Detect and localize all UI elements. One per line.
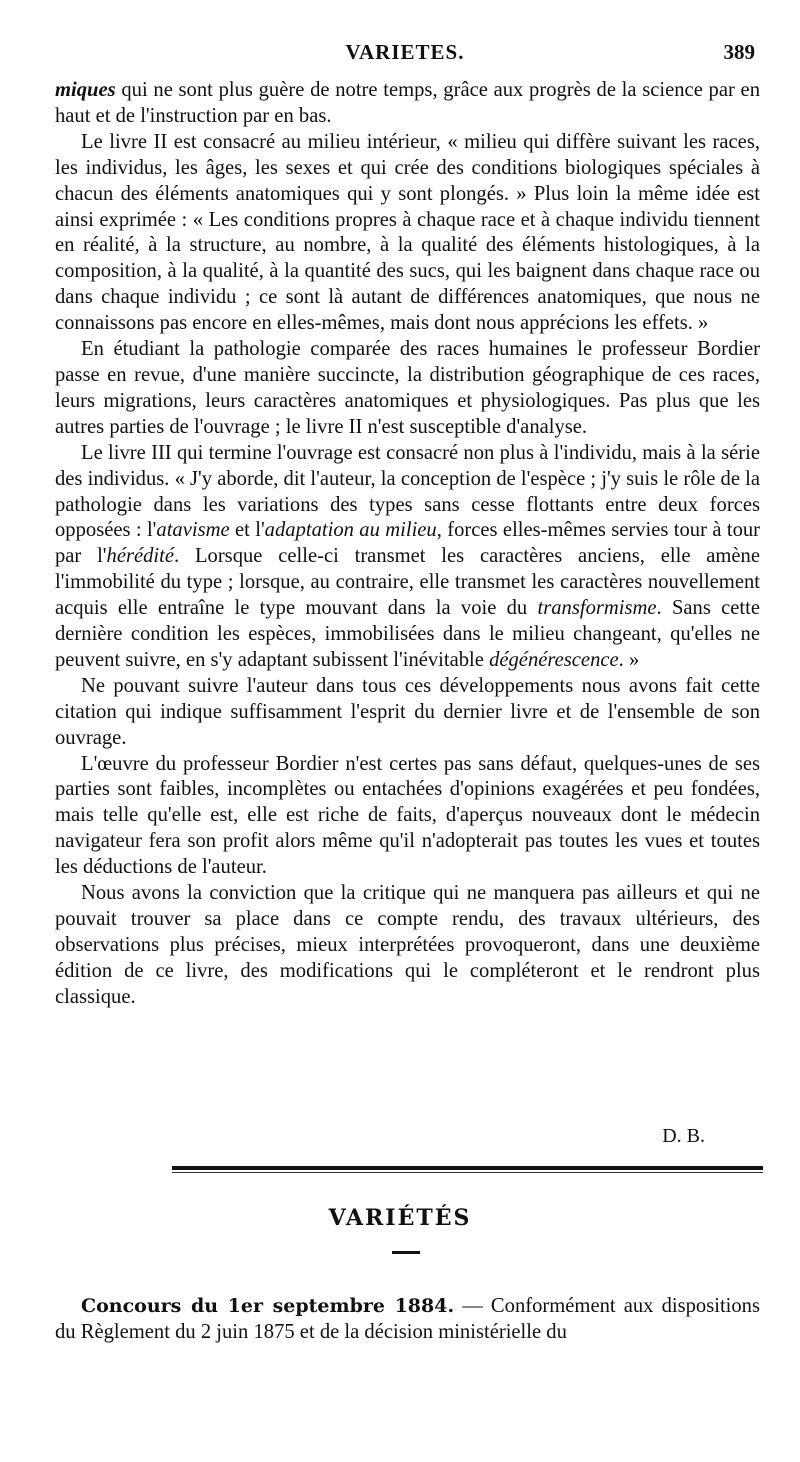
paragraph-text: , forces elles-mêmes servies tour à tour par l' [55,519,761,568]
paragraph [55,1293,760,1345]
paragraph-text: . » [618,648,640,671]
page-number: 389 [723,40,755,64]
section-body [55,1293,760,1345]
running-head: VARIETES. [345,40,465,64]
section-divider-thin [172,1172,763,1173]
emphasis: transformisme [537,597,657,620]
page-header [55,40,755,70]
paragraph-text: qui ne sont plus guère de notre temps, grâce aux progrès de la science par en haut et de l'instruction par en bas. [55,79,760,127]
section-divider [172,1166,763,1170]
section-lead: Concours du 1er septembre 1884. [81,1295,455,1317]
paragraph-text: et l' [229,519,265,542]
paragraph: En étudiant la pathologie comparée des races humaines le professeur Bordier passe en revue, d'une manière succincte, la distribution géographique de ces races, leurs migrations, leurs caractères anatomiques et physiologiques. Pas plus que les autres parties de l'ouvrage ; le livre II n'est susceptible d'analyse. [55,338,760,438]
author-signature: D. B. [662,1125,705,1147]
section-title: VARIÉTÉS [328,1205,472,1231]
paragraph [55,78,760,130]
emphasis: adaptation au milieu [264,519,437,542]
paragraph-text: — Conformément aux dispositions du Règlement du 2 juin 1875 et de la décision ministérielle du [55,1295,760,1343]
paragraph-text: . Lorsque celle-ci transmet les caractères anciens, elle amène l'immobilité du type ; lorsque, au contraire, elle transmet les caractères nouvellement acquis elle entraîne le type mouvant dans la voie du [55,545,760,620]
emphasis: atavisme [156,519,230,542]
body-text [55,78,760,1011]
paragraph: Nous avons la conviction que la critique qui ne manquera pas ailleurs et qui ne pouvait trouver sa place dans ce compte rendu, des travaux ultérieurs, des observations plus précises, mieux interprétées provoqueront, dans une deuxième édition de ce livre, des modifications qui le compléteront et le rendront plus classique. [55,882,760,1008]
paragraph [55,441,760,674]
title-dash [392,1251,420,1254]
paragraph: Ne pouvant suivre l'auteur dans tous ces développements nous avons fait cette citation qui indique suffisamment l'esprit du dernier livre et de l'ensemble de son ouvrage. [55,674,760,749]
paragraph-text: . Sans cette dernière condition les espèces, immobilisées dans le milieu changeant, qu'elles ne peuvent suivre, en s'y adaptant subissent l'inévitable [55,597,760,671]
paragraph: L'œuvre du professeur Bordier n'est certes pas sans défaut, quelques-unes de ses parties sont faibles, incomplètes ou entachées d'opinions exagérées et peu fondées, mais telle qu'elle est, elle est riche de faits, d'aperçus nouveaux dont le médecin navigateur fera son profit alors même qu'il n'adopterait pas toutes les vues et toutes les déductions de l'auteur. [55,752,760,879]
paragraph: Le livre II est consacré au milieu intérieur, « milieu qui diffère suivant les races, les individus, les âges, les sexes et qui crée des conditions biologiques spéciales à chacun des éléments anatomiques qui y sont plongés. » Plus loin la même idée est ainsi exprimée : « Les conditions propres à chaque race et à chaque individu tiennent en réalité, à la structure, au nombre, à la qualité des éléments histologiques, à la composition, à la qualité, à la quantité des sucs, qui les baignent dans chaque race ou dans chaque individu ; ce sont là autant de différences anatomiques, que nous ne connaissons pas encore en elles-mêmes, mais dont nous apprécions les effets. » [55,130,760,335]
italic-lead: miques [55,79,116,101]
emphasis: hérédité [106,545,175,568]
emphasis: dégénérescence [489,648,619,671]
paragraph-text: Le livre III qui termine l'ouvrage est consacré non plus à l'individu, mais à la série des individus. « J'y aborde, dit l'auteur, la conception de l'espèce ; j'y suis le rôle de la pathologie dans les variations des types sans cesse flottants entre deux forces opposées : l' [55,441,760,542]
